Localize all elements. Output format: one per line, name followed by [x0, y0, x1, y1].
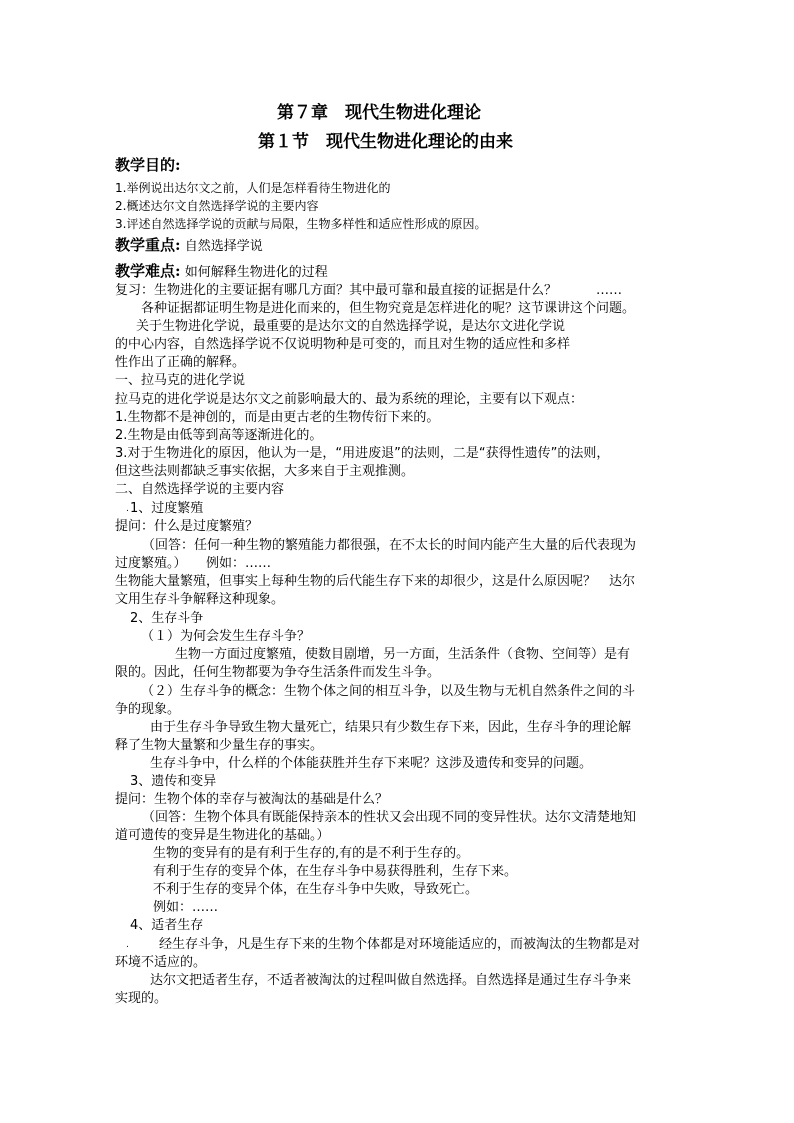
objective-item: 3.评述自然选择学说的贡献与局限，生物多样性和适应性形成的原因。 — [115, 217, 487, 231]
review-line: 关于生物进化学说，最重要的是达尔文的自然选择学说，是达尔文进化学说 — [136, 319, 566, 334]
answer-line: 限的。因此，任何生物都要为争夺生活条件而发生斗争。 — [115, 665, 441, 680]
text-line: 生物的变异有的是有利于生存的,有的是不利于生存的。 — [153, 846, 470, 861]
answer-line: 生物一方面过度繁殖，使数目剧增，另一方面，生活条件（食物、空间等）是有 — [175, 647, 631, 662]
objectives-heading: 教学目的: — [115, 156, 181, 174]
text-line: 环境不适应的。 — [115, 955, 207, 970]
review-line: 各种证据都证明生物是进化而来的，但生物究竟是怎样进化的呢？这节课讲这个问题。 — [141, 301, 636, 316]
section-title: 第１节 现代生物进化理论的由来 — [258, 132, 513, 152]
sub-question: （２）生存斗争的概念：生物个体之间的相互斗争，以及生物与无机自然条件之间的斗 — [141, 684, 636, 699]
objective-item: 2.概述达尔文自然选择学说的主要内容 — [115, 199, 319, 213]
key-point-text: 自然选择学说 — [184, 239, 263, 254]
subsection-title: 1、过度繁殖 — [130, 501, 204, 516]
chapter-title: 第７章 现代生物进化理论 — [277, 103, 481, 123]
answer-line: 过度繁殖。） 例如：…… — [115, 556, 272, 571]
bullet-mark: . — [126, 504, 129, 514]
question: 提问：生物个体的幸存与被淘汰的基础是什么？ — [115, 792, 389, 807]
text-line: 实现的。 — [115, 991, 168, 1006]
lamarck-point: 3.对于生物进化的原因，他认为一是，“用进废退”的法则，二是“获得性遗传”的法则， — [115, 446, 610, 461]
bullet-mark: . — [126, 940, 129, 950]
text-line: 例如：…… — [153, 900, 219, 915]
text-line: 释了生物大量繁和少量生存的事实。 — [115, 738, 324, 753]
review-line: 的中心内容，自然选择学说不仅说明物种是可变的，而且对生物的适应性和多样 — [115, 337, 571, 352]
text-line: 经生存斗争，凡是生存下来的生物个体都是对环境能适应的，而被淘汰的生物都是对 — [159, 937, 641, 952]
difficulty — [115, 262, 328, 282]
answer-line: （回答：任何一种生物的繁殖能力都很强，在不太长的时间内能产生大量的后代表现为 — [142, 538, 637, 553]
text-line: 生存斗争中，什么样的个体能获胜并生存下来呢？这涉及遗传和变异的问题。 — [150, 756, 593, 771]
lamarck-point: 但这些法则都缺乏事实依据，大多来自于主观推测。 — [115, 464, 415, 479]
question: 提问：什么是过度繁殖？ — [115, 519, 259, 534]
text-line: 生物能大量繁殖，但事实上每种生物的后代能生存下来的却很少，这是什么原因呢？ 达尔 — [115, 574, 636, 589]
text-line: 争的现象。 — [115, 702, 181, 717]
sub-question: （１）为何会发生生存斗争？ — [141, 629, 311, 644]
lamarck-heading: 一、拉马克的进化学说 — [115, 373, 246, 388]
text-line: 文用生存斗争解释这种现象。 — [115, 592, 285, 607]
lamarck-point: 2.生物是由低等到高等逐渐进化的。 — [115, 428, 323, 443]
text-line: 有利于生存的变异个体，在生存斗争中易获得胜利，生存下来。 — [153, 864, 518, 879]
key-point-label: 教学重点: — [115, 236, 181, 254]
subsection-title: 4、适者生存 — [130, 918, 204, 933]
difficulty-text: 如何解释生物进化的过程 — [184, 265, 328, 280]
key-point — [115, 236, 263, 256]
text-line: 不利于生存的变异个体，在生存斗争中失败，导致死亡。 — [153, 882, 479, 897]
review-line: 复习：生物进化的主要证据有哪几方面？其中最可靠和最直接的证据是什么？ …… — [115, 283, 623, 298]
lamarck-point: 1.生物都不是神创的，而是由更古老的生物传衍下来的。 — [115, 410, 440, 425]
lamarck-intro: 拉马克的进化学说是达尔文之前影响最大的、最为系统的理论，主要有以下观点： — [115, 392, 584, 407]
subsection-title: 3、遗传和变异 — [130, 774, 217, 789]
review-line: 性作出了正确的解释。 — [115, 355, 246, 370]
answer-line: 道可遗传的变异是生物进化的基础。） — [115, 828, 330, 843]
answer-line: （回答：生物个体具有既能保持亲本的性状又会出现不同的变异性状。达尔文清楚地知 — [142, 810, 637, 825]
objective-item: 1.举例说出达尔文之前，人们是怎样看待生物进化的 — [115, 181, 391, 195]
text-line: 达尔文把适者生存，不适者被淘汰的过程叫做自然选择。自然选择是通过生存斗争来 — [150, 973, 632, 988]
text-line: 由于生存斗争导致生物大量死亡，结果只有少数生存下来，因此，生存斗争的理论解 — [150, 720, 632, 735]
difficulty-label: 教学难点: — [115, 262, 181, 280]
subsection-title: 2、生存斗争 — [130, 611, 204, 626]
darwin-heading: 二、自然选择学说的主要内容 — [115, 482, 285, 497]
